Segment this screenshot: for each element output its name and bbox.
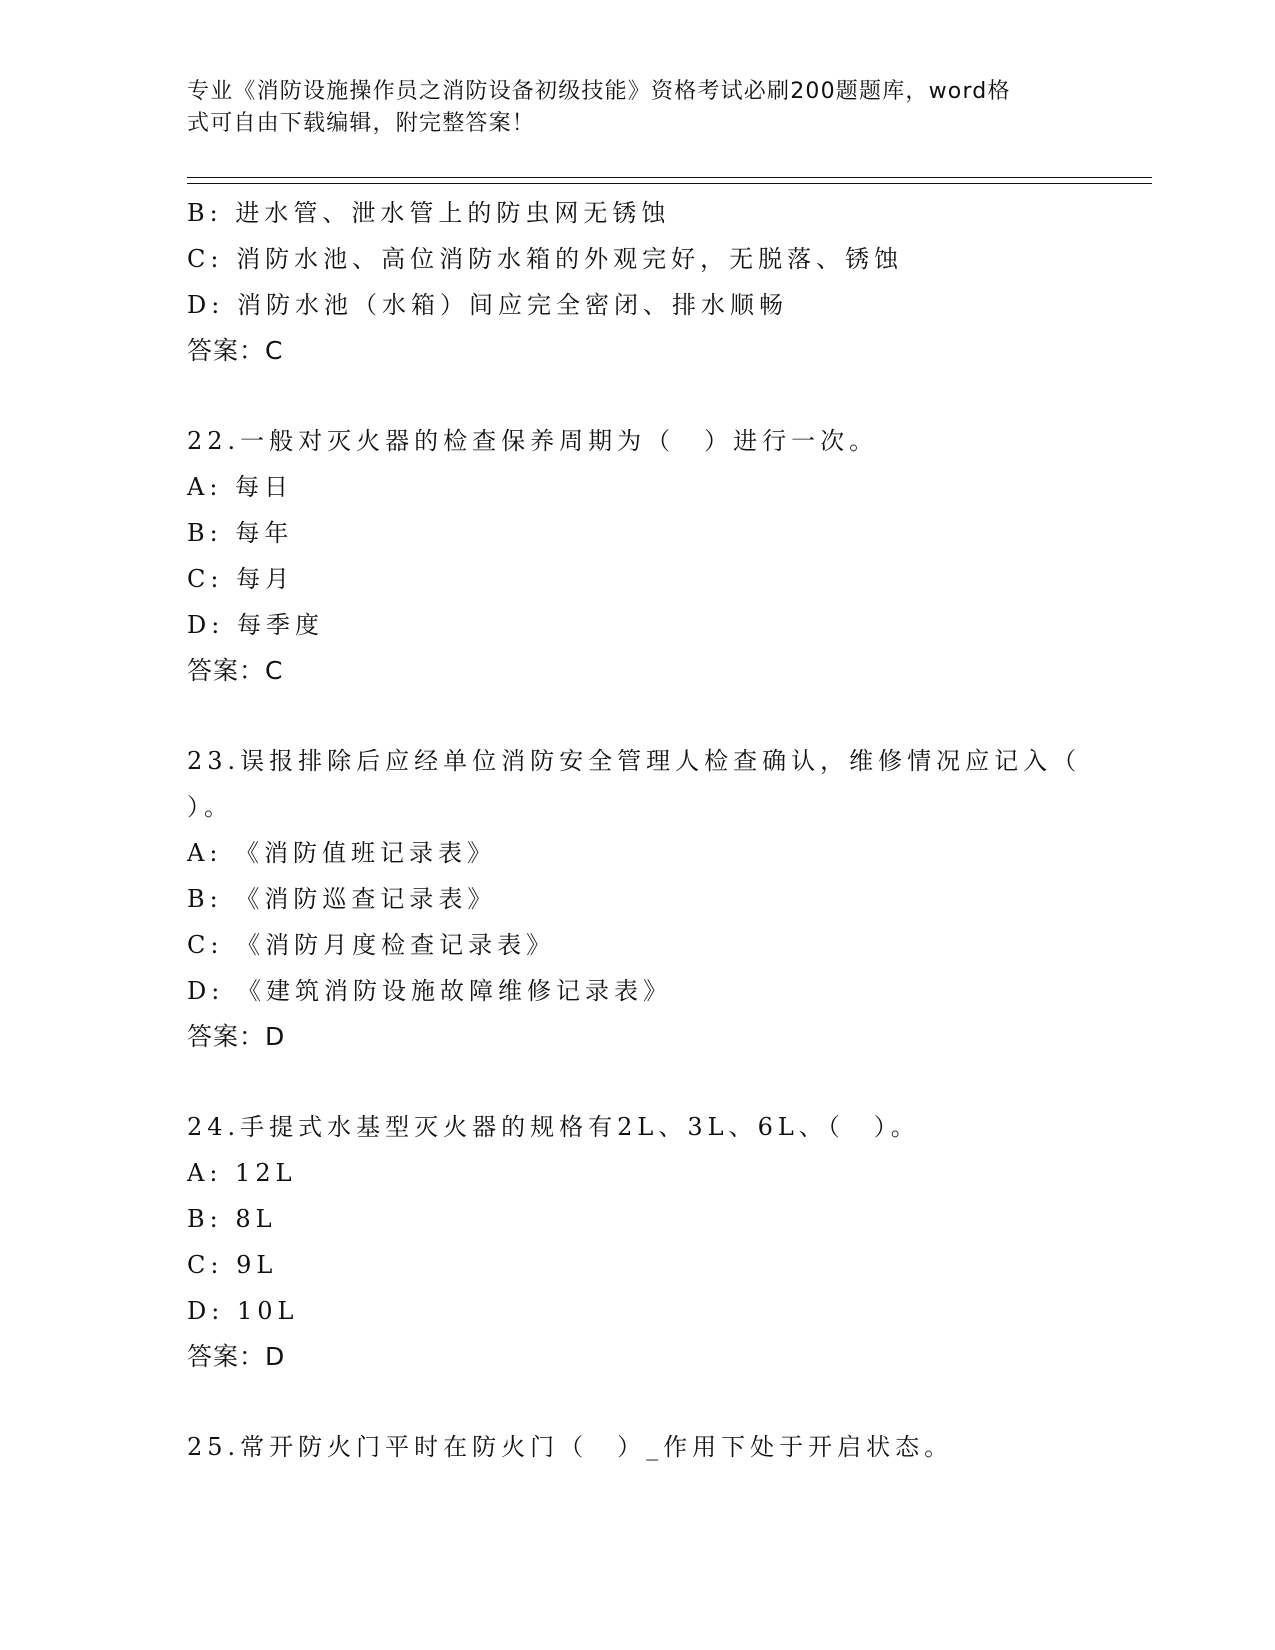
header-line-2: 式可自由下载编辑，附完整答案！ — [187, 111, 536, 136]
option-d: D: 消防水池（水箱）间应完全密闭、排水顺畅 — [187, 291, 788, 319]
question-gap — [187, 374, 1087, 418]
option-d: D: 10L — [187, 1297, 299, 1325]
question-stem-line-2: ）。 — [187, 793, 233, 821]
question-25 — [187, 1424, 1087, 1470]
answer-label: 答案：D — [187, 1342, 286, 1371]
question-content — [187, 190, 1087, 1470]
question-gap — [187, 1060, 1087, 1104]
option-b: B: 《消防巡查记录表》 — [187, 885, 497, 913]
question-gap — [187, 1380, 1087, 1424]
option-b: B: 8L — [187, 1205, 277, 1233]
option-c: C: 消防水池、高位消防水箱的外观完好，无脱落、锈蚀 — [187, 245, 904, 273]
option-a: A: 《消防值班记录表》 — [187, 839, 497, 867]
answer-label: 答案：C — [187, 336, 284, 365]
question-stem: 24.手提式水基型灭火器的规格有2L、3L、6L、（ ）。 — [187, 1113, 920, 1141]
question-24 — [187, 1104, 1087, 1380]
header-divider-bottom — [187, 183, 1152, 184]
answer-label: 答案：C — [187, 656, 284, 685]
option-c: C: 《消防月度检查记录表》 — [187, 931, 556, 959]
option-c: C: 9L — [187, 1251, 278, 1279]
question-stem: 22.一般对灭火器的检查保养周期为（ ）进行一次。 — [187, 427, 879, 455]
question-gap — [187, 694, 1087, 738]
option-c: C: 每月 — [187, 565, 295, 593]
document-header — [187, 76, 1067, 140]
option-a: A: 12L — [187, 1159, 297, 1187]
answer-label: 答案：D — [187, 1022, 286, 1051]
question-23 — [187, 738, 1087, 1060]
option-b: B: 每年 — [187, 519, 294, 547]
question-stem: 25.常开防火门平时在防火门（ ）_作用下处于开启状态。 — [187, 1433, 954, 1461]
question-22 — [187, 418, 1087, 694]
option-a: A: 每日 — [187, 473, 294, 501]
header-line-1: 专业《消防设施操作员之消防设备初级技能》资格考试必刷200题题库，word格 — [187, 79, 1011, 104]
option-b: B: 进水管、泄水管上的防虫网无锈蚀 — [187, 199, 671, 227]
option-d: D: 《建筑消防设施故障维修记录表》 — [187, 977, 672, 1005]
option-d: D: 每季度 — [187, 611, 324, 639]
header-divider-top — [187, 177, 1152, 178]
question-stem-line-1: 23.误报排除后应经单位消防安全管理人检查确认，维修情况应记入（ — [187, 747, 1082, 775]
question-21-tail — [187, 190, 1087, 374]
